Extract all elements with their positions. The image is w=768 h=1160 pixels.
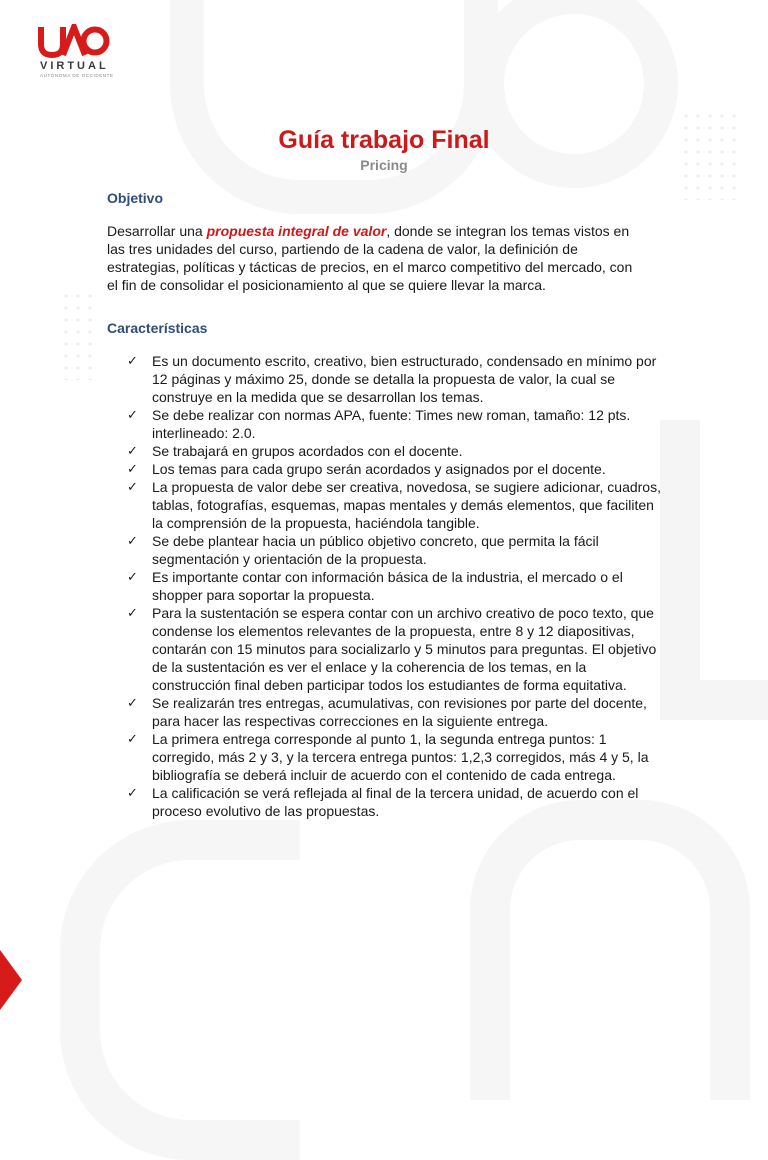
watermark-u-shape [170,0,498,214]
objetivo-heading: Objetivo [107,190,164,206]
objetivo-text-before: Desarrollar una [107,223,207,239]
list-item-text: Para la sustentación se espera contar con un archivo creativo de poco texto, que condense los elementos relevantes de la propuesta, entre 8 y 12 diapositivas, contarán con 15 minutos para socializarlo y 5 minutos para preguntas. El objetivo de la sustentación es ver el enlace y la coherencia de los temas, en la construcción final deben participar todos los estudiantes de forma equitativa. [152,605,657,693]
list-item [127,604,667,694]
list-item [127,694,667,730]
list-item-text: La calificación se verá reflejada al final de la tercera unidad, de acuerdo con el proceso evolutivo de las propuestas. [152,785,639,819]
list-item [127,352,667,406]
checkmark-icon: ✓ [127,569,138,584]
list-item [127,478,667,532]
list-item-text: Es un documento escrito, creativo, bien estructurado, condensado en mínimo por 12 páginas y máximo 25, donde se detalla la propuesta de valor, la cual se construye en la medida que se desarrollan los temas. [152,353,657,405]
list-item [127,406,667,442]
list-item [127,730,667,784]
caracteristicas-heading: Características [107,320,208,336]
document-title: Guía trabajo Final [278,126,490,154]
checkmark-icon: ✓ [127,443,138,458]
list-item-text: Se realizarán tres entregas, acumulativas, con revisiones por parte del docente, para hacer las respectivas correcciones en la siguiente entrega. [152,695,647,729]
objetivo-text-after: , donde se integran los temas vistos en las tres unidades del curso, partiendo de la cadena de valor, la definición de estrategias, políticas y tácticas de precios, en el marco competitivo del mercado, con el fin de consolidar el posicionamiento al que se quiere llevar la marca. [107,223,633,293]
checkmark-icon: ✓ [127,695,138,710]
list-item-text: Se debe plantear hacia un público objetivo concreto, que permita la fácil segmentación y orientación de la propuesta. [152,533,599,567]
checkmark-icon: ✓ [127,479,138,494]
watermark-c-shape [60,820,300,1160]
uao-logo-mark [38,24,110,58]
caracteristicas-list [127,352,667,820]
objetivo-emphasis: propuesta integral de valor [206,223,387,239]
list-item-text: La primera entrega corresponde al punto 1, la segunda entrega puntos: 1 corregido, más 2 y 3, y la tercera entrega puntos: 1,2,3 corregidos, más 4 y 5, la bibliografía se deberá incluir de acuerdo con el contenido de cada entrega. [152,731,649,783]
document-subtitle: Pricing [360,157,408,173]
watermark-arch-shape [470,800,750,1100]
list-item-text: Los temas para cada grupo serán acordados y asignados por el docente. [152,461,606,477]
list-item-text: La propuesta de valor debe ser creativa, novedosa, se sugiere adicionar, cuadros, tablas, fotografías, esquemas, mapas mentales y demás elementos, que faciliten la comprensión de la propuesta, haciéndola tangible. [152,479,661,531]
checkmark-icon: ✓ [127,533,138,548]
dot-pattern-right [680,110,740,200]
checkmark-icon: ✓ [127,785,138,800]
list-item [127,784,667,820]
list-item-text: Se trabajará en grupos acordados con el docente. [152,443,463,459]
list-item [127,568,667,604]
red-corner-triangle [0,950,22,1010]
checkmark-icon: ✓ [127,353,138,368]
watermark-four-shape [660,420,768,720]
uao-virtual-logo [38,24,118,78]
objetivo-paragraph [107,222,647,294]
list-item [127,442,667,460]
list-item [127,460,667,478]
logo-name: VIRTUAL [40,60,109,72]
checkmark-icon: ✓ [127,731,138,746]
list-item-text: Es importante contar con información básica de la industria, el mercado o el shopper para soportar la propuesta. [152,569,623,603]
dot-pattern-left [60,290,100,380]
checkmark-icon: ✓ [127,605,138,620]
list-item [127,532,667,568]
list-item-text: Se debe realizar con normas APA, fuente: Times new roman, tamaño: 12 pts. interlineado: 2.0. [152,407,631,441]
logo-tagline: AUTÓNOMA DE OCCIDENTE [40,73,114,78]
checkmark-icon: ✓ [127,461,138,476]
checkmark-icon: ✓ [127,407,138,422]
